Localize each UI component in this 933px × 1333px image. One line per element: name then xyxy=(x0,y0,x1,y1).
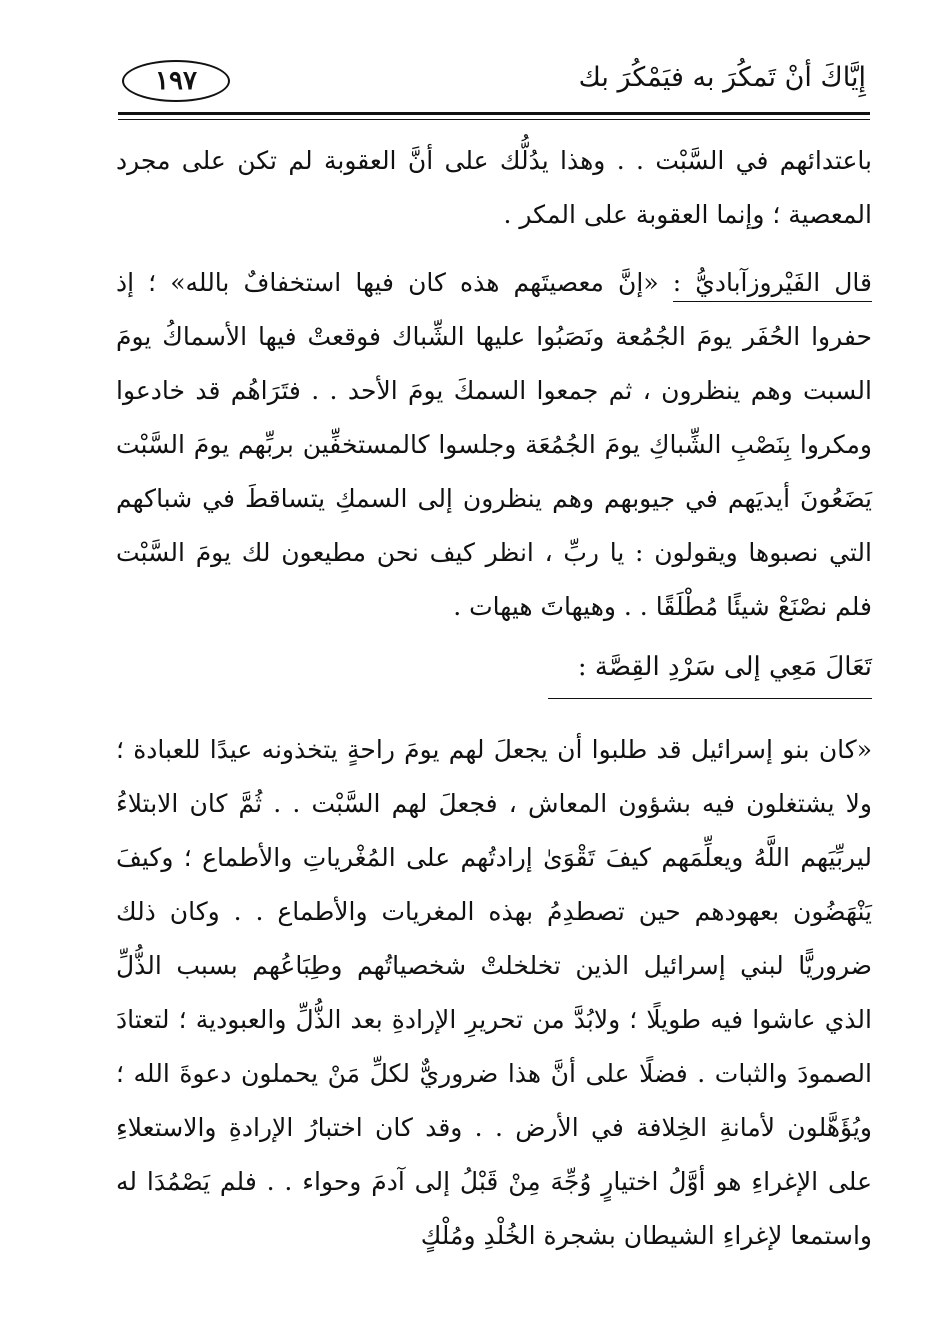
page-header xyxy=(118,58,870,106)
paragraph-2 xyxy=(116,256,872,634)
section-heading: تَعَالَ مَعِي إلى سَرْدِ القِصَّة : xyxy=(548,644,872,699)
header-rule-thick xyxy=(118,112,870,115)
page-body xyxy=(116,134,872,1263)
quote-attribution: قال الفَيْروزآباديُّ : xyxy=(673,268,872,302)
paragraph-2-text: «إنَّ معصيتَهم هذه كان فيها استخفافٌ بالله» ؛ إذ حفروا الحُفَر يومَ الجُمُعة ونَصَبُوا عليها الشِّباك فوقعتْ فيها الأسماكُ يومَ السبت وهم ينظرون ، ثم جمعوا السمكَ يومَ الأحد . . فتَرَاهُم قد خادعوا ومكروا بِنَصْبِ الشِّباكِ يومَ الجُمُعَة وجلسوا كالمستخفِّين بربِّهم يومَ السَّبْت يَضَعُونَ أيديَهم في جيوبهم وهم ينظرون إلى السمكِ يتساقطَ في شباكهم التي نصبوها ويقولون : يا ربِّ ، انظر كيف نحن مطيعون لك يومَ السَّبْت فلم نصْنَعْ شيئًا مُطْلَقًا . . وهيهاتَ هيهات . xyxy=(116,268,872,621)
section-heading-wrap xyxy=(116,634,872,723)
paragraph-3: «كان بنو إسرائيل قد طلبوا أن يجعلَ لهم يومَ راحةٍ يتخذونه عيدًا للعبادة ؛ ولا يشتغلون فيه بشؤون المعاش ، فجعلَ لهم السَّبْت . . ثُمَّ كان الابتلاءُ ليربِّيَهم اللَّهُ ويعلِّمَهم كيفَ تَقْوَىٰ إرادتُهم على المُغْرياتِ والأطماع ؛ وكيفَ يَنْهَضُون بعهودهم حين تصطدِمُ بهذه المغريات والأطماع . . وكان ذلك ضروريًّا لبني إسرائيل الذين تخلخلتْ شخصياتُهم وطِبَاعُهم بسبب الذُّلِّ الذي عاشوا فيه طويلًا ؛ ولابُدَّ من تحريرِ الإرادةِ بعد الذُّلِّ والعبودية ؛ لتعتادَ الصمودَ والثبات . فضلًا على أنَّ هذا ضروريٌّ لكلِّ مَنْ يحملون دعوةَ الله ؛ ويُؤَهَّلون لأمانةِ الخِلافة في الأرض . . وقد كان اختبارُ الإرادةِ والاستعلاءِ على الإغراءِ هو أوَّلُ اختيارٍ وُجِّهَ مِنْ قَبْلُ إلى آدمَ وحواء . . فلم يَصْمُدَا له واستمعا لإغراءِ الشيطان بشجرة الخُلْدِ ومُلْكٍ xyxy=(116,735,872,1250)
header-rule-thin xyxy=(118,119,870,120)
running-title: إِيَّاكَ أنْ تَمكُرَ به فيَمْكُرَ بك xyxy=(578,62,866,93)
paragraph-1: باعتدائهم في السَّبْت . . وهذا يدُلُّك على أنَّ العقوبة لم تكن على مجرد المعصية ؛ وإنما العقوبة على المكر . xyxy=(116,146,872,229)
page-number: ١٩٧ xyxy=(122,60,230,102)
